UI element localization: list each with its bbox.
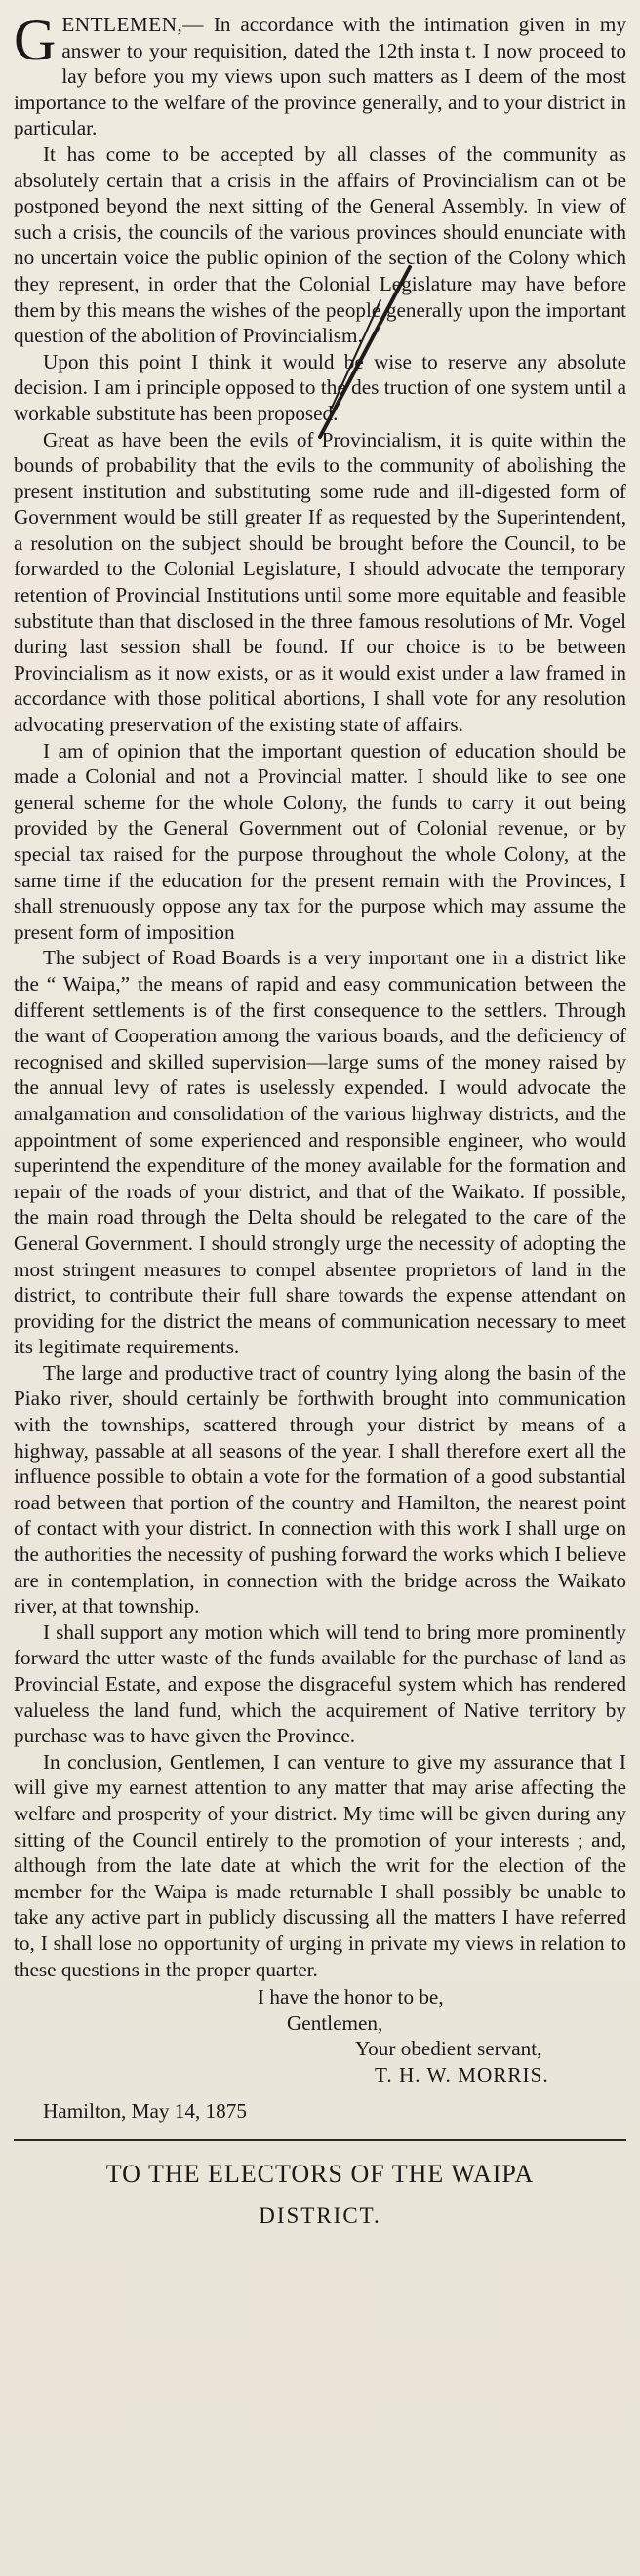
signature: T. H. W. MORRIS.: [375, 2062, 549, 2087]
closing-servant-line: Your obedient servant,: [355, 2037, 542, 2061]
paragraph-land-fund: I shall support any motion which will tend to bring more prominently forward the utter waste of the funds available for the purchase of land as Provincial Estate, and expose the disgraceful system which has rendered valueless the land fund, which the acquirement of Native territory by purchase was to have given the Province.: [14, 1620, 626, 1748]
paragraph-road-boards: The subject of Road Boards is a very important one in a district like the “ Waipa,” the means of rapid and easy communication between the different settlements is of the first consequence to the settlers. Through the want of Cooperation among the various boards, and the deficiency of recognised and skilled supervision—large sums of the money raised by the annual levy of rates is uselessly expended. I would advocate the amalgamation and consolidation of the various highway districts, and the appointment of some experienced and responsible engineer, who would superintend the expenditure of the money available for the formation and repair of the roads of your district, and that of the Waikato. If possible, the main road through the Delta should be relegated to the care of the General Government. I should strongly urge the necessity of adopting the most stringent measures to compel absentee proprietors of land in the district, to contribute their full share towards the expense attendant on providing for the district the means of communication necessary to meet its legitimate requirements.: [14, 946, 626, 1359]
drop-cap-initial: G: [14, 8, 57, 72]
lead-paragraph: [14, 8, 627, 141]
paragraph-reserve-decision: Upon this point I think it would be wise to reserve any absolute decision. I am i principle opposed to the des truction of one system until a workable substitute has been proposed.: [14, 349, 626, 425]
salutation: ENTLEMEN,—: [61, 13, 204, 36]
closing-salutation-line: Gentlemen,: [287, 2010, 383, 2035]
closing-honor-line: I have the honor to be,: [258, 1985, 444, 2010]
paragraph-piako-river: The large and productive tract of country lying along the basin of the Piako river, should certainly be forthwith brought into communication with the townships, scattered through your district by means of a highway, passable at all seasons of the year. I shall therefore exert all the influence possible to obtain a vote for the formation of a good substantial road between that portion of the country and Hamilton, the nearest point of contact with your district. In connection with this work I shall urge on the authorities the necessity of pushing forward the works which I believe are in contemplation, in connection with the bridge across the Waikato river, at that township.: [14, 1360, 626, 1619]
notice-heading: TO THE ELECTORS OF THE WAIPA: [105, 2160, 535, 2189]
paragraph-evils-of-provincialism: Great as have been the evils of Provincialism, it is quite within the bounds of probability that the evils to the community of abolishing the present institution and substituting some rude and ill-digested form of Government would be still greater If as requested by the Superintendent, a resolution on the subject should be brought before the Council, to be forwarded to the Colonial Legislature, I should advocate the temporary retention of Provincial Institutions until some more equitable and feasible substitute than that disclosed in the three famous resolutions of Mr. Vogel during last session shall be found. If our choice is to be between Provincialism as it now exists, or as it would exist under a law framed in accordance with those political abortions, I shall vote for any resolution advocating preservation of the existing state of affairs.: [14, 427, 626, 737]
notice-subheading: DISTRICT.: [259, 2204, 381, 2229]
lead-paragraph-text: In accordance with the intimation given in my answer to your requisition, dated the 12th insta t. I now proceed to lay before you my views upon such matters as I deem of the most importance to the welfare of the province generally, and to your district in particular.: [14, 13, 627, 140]
address-column: [14, 8, 627, 2124]
paragraph-conclusion: In conclusion, Gentlemen, I can venture to give my assurance that I will give my earnest attention to any matter that may arise affecting the welfare and prosperity of your district. My time will be given during any sitting of the Council entirely to the promotion of your interests ; and, although from the late date at which the writ for the election of the member for the Waipa is made returnable I shall possibly be unable to take any active part in publicly discussing all the matters I have referred to, I shall lose no opportunity of urging in private my views in relation to these questions in the proper quarter.: [14, 1749, 626, 1981]
paragraph-provincialism-crisis: It has come to be accepted by all classes of the community as absolutely certain that a crisis in the affairs of Provincialism can ot be postponed beyond the next sitting of the General Assembly. In view of such a crisis, the councils of the various provinces should enunciate with no uncertain voice the public opinion of the section of the Colony which they represent, in order that the Colonial Legislature may have before them by this means the wishes of the people generally upon the important question of the abolition of Provincialism.: [14, 141, 626, 348]
dateline: Hamilton, May 14, 1875: [43, 2098, 247, 2123]
paragraph-education: I am of opinion that the important question of education should be made a Colonial and not a Provincial matter. I should like to see one general scheme for the whole Colony, the funds to carry it out being provided by the General Government out of Colonial revenue, or by special tax raised for the purpose throughout the whole Colony, at the same time if the education for the present remain with the Provinces, I shall strenuously oppose any tax for the purpose which may assume the present form of imposition: [14, 738, 626, 944]
section-divider: [14, 2139, 626, 2141]
closing-block: [14, 1984, 626, 2088]
